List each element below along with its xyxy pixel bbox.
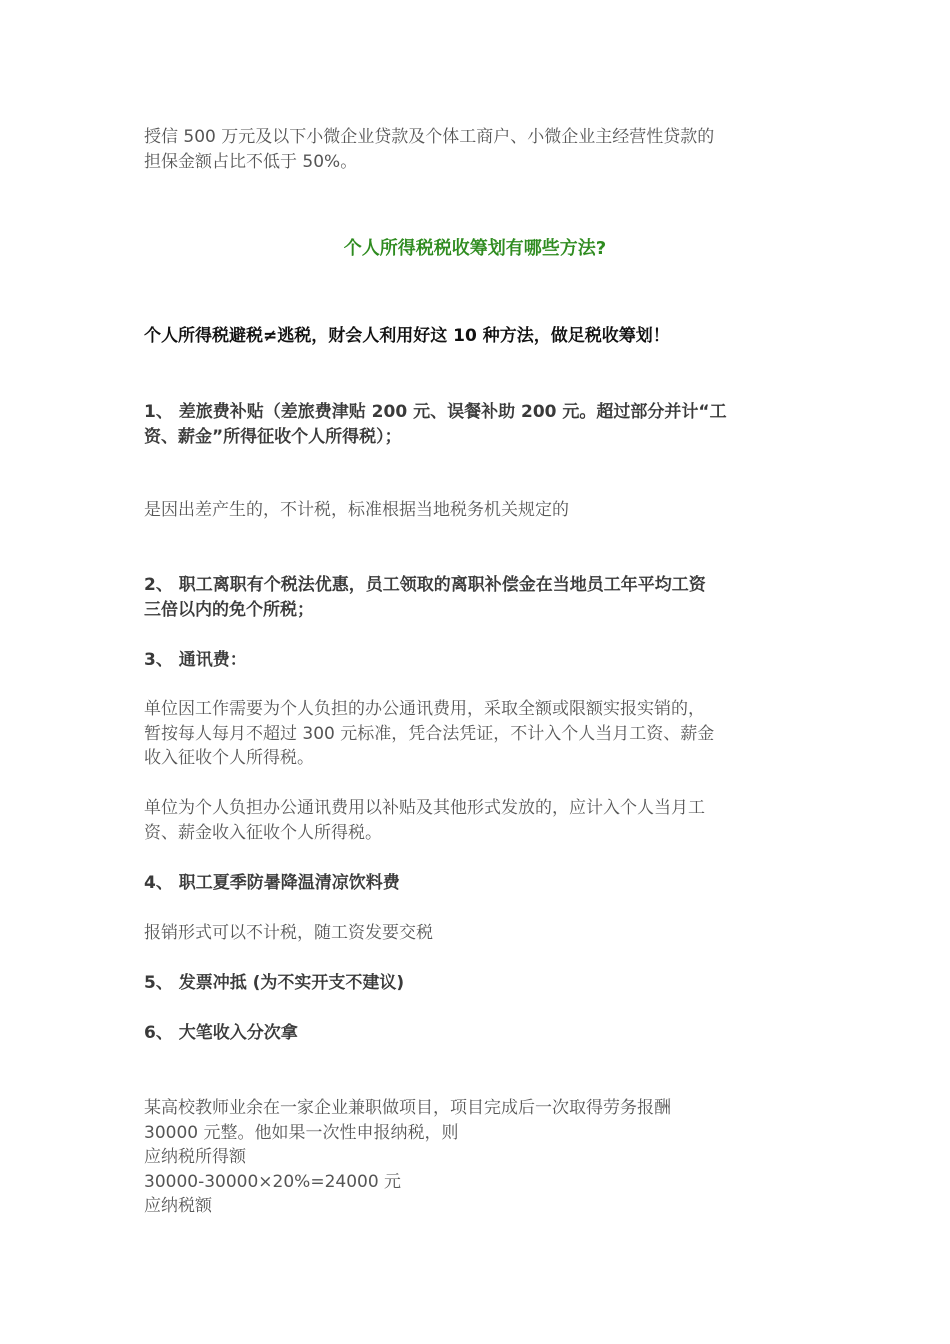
item-6-line-4: 30000-30000×20%=24000 元 xyxy=(144,1171,402,1192)
item-1-heading xyxy=(144,400,814,449)
item-3-p1-line-1: 单位因工作需要为个人负担的办公通讯费用，采取全额或限额实报实销的， xyxy=(144,699,705,719)
item-3-p2-line-2: 资、薪金收入征收个人所得税。 xyxy=(144,822,382,843)
item-4-heading: 4、 职工夏季防暑降温清凉饮料费 xyxy=(144,873,400,893)
item-6-heading: 6、 大笔收入分次拿 xyxy=(144,1023,298,1043)
item-2-heading xyxy=(144,573,814,622)
item-1-heading-line-2: 资、薪金”所得征收个人所得税）； xyxy=(144,426,402,447)
item-6-line-5: 应纳税额 xyxy=(144,1196,212,1216)
lead-paragraph: 个人所得税避税≠逃税，财会人利用好这 10 种方法，做足税收筹划！ xyxy=(144,326,670,346)
item-3-heading: 3、 通讯费： xyxy=(144,650,247,670)
item-1-body: 是因出差产生的，不计税，标准根据当地税务机关规定的 xyxy=(144,500,569,520)
item-3-p1-line-2: 暂按每人每月不超过 300 元标准，凭合法凭证，不计入个人当月工资、薪金 xyxy=(144,723,715,744)
item-3-p1-line-3: 收入征收个人所得税。 xyxy=(144,748,314,768)
intro-line-2: 担保金额占比不低于 50%。 xyxy=(144,151,358,172)
item-3-p2-line-1: 单位为个人负担办公通讯费用以补贴及其他形式发放的，应计入个人当月工 xyxy=(144,798,705,818)
section-title: 个人所得税税收筹划有哪些方法? xyxy=(343,238,607,259)
intro-paragraph xyxy=(144,125,814,174)
item-3-paragraph-1 xyxy=(144,697,814,771)
item-5-heading: 5、 发票冲抵 (为不实开支不建议) xyxy=(144,973,405,993)
item-4-body: 报销形式可以不计税，随工资发要交税 xyxy=(144,923,433,943)
item-2-heading-line-2: 三倍以内的免个所税； xyxy=(144,599,314,620)
item-1-heading-line-1: 1、 差旅费补贴（差旅费津贴 200 元、误餐补助 200 元。超过部分并计“工 xyxy=(144,402,727,422)
item-6-line-2: 30000 元整。他如果一次性申报纳税，则 xyxy=(144,1122,459,1143)
item-3-paragraph-2 xyxy=(144,796,814,845)
item-2-heading-line-1: 2、 职工离职有个税法优惠，员工领取的离职补偿金在当地员工年平均工资 xyxy=(144,575,706,595)
intro-line-1: 授信 500 万元及以下小微企业贷款及个体工商户、小微企业主经营性贷款的 xyxy=(144,127,715,147)
item-6-line-1: 某高校教师业余在一家企业兼职做项目，项目完成后一次取得劳务报酬 xyxy=(144,1098,671,1118)
item-6-body xyxy=(144,1096,814,1219)
item-6-line-3: 应纳税所得额 xyxy=(144,1147,246,1167)
